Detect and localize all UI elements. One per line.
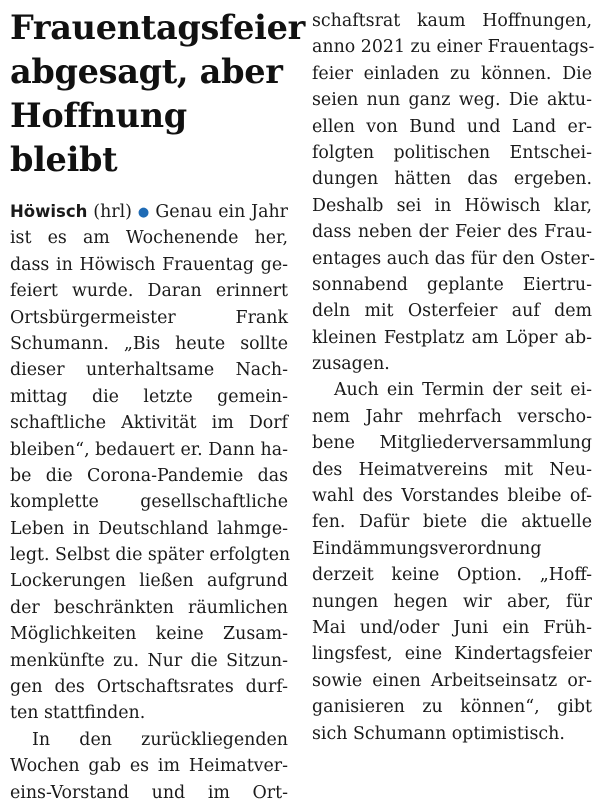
left-paragraph-2 — [10, 727, 288, 806]
text-line: ellen von Bund und Land er- — [312, 116, 592, 137]
dateline: Höwisch — [10, 202, 88, 221]
text-line: Mai und/oder Juni ein Früh- — [312, 617, 592, 638]
text-line: komplette gesellschaftliche — [10, 492, 288, 513]
text-line: anno 2021 zu einer Frauentags- — [312, 37, 595, 58]
text-line: be die Corona-Pandemie das — [10, 465, 288, 486]
text-line: Leben in Deutschland lahmge- — [10, 518, 288, 539]
text-line: nungen hegen wir aber, für — [312, 591, 592, 612]
headline — [10, 6, 305, 182]
text-line: feier einladen zu können. Die — [312, 63, 592, 84]
text-line: dass in Höwisch Frauentag ge- — [10, 254, 288, 275]
text-line: seien nun ganz weg. Die aktu- — [312, 90, 592, 111]
text-line: ist es am Wochenende her, — [10, 228, 288, 249]
right-column — [312, 0, 595, 747]
author-tag: (hrl) — [93, 202, 132, 222]
article-body-right — [312, 8, 595, 747]
headline-line: Frauentagsfeier — [10, 8, 305, 47]
headline-line: abgesagt, aber — [10, 52, 283, 91]
text-line: Wochen gab es im Heimatver- — [10, 756, 288, 777]
text-line: schaftliche Aktivität im Dorf — [10, 413, 288, 434]
text-line: legt. Selbst die später erfolgten — [10, 545, 291, 566]
text-line: dass neben der Feier des Frau- — [312, 222, 592, 243]
text-line: Ortsbürgermeister Frank — [10, 307, 288, 328]
left-paragraph-1 — [10, 225, 291, 726]
text-line: sonnabend geplante Eiertru- — [312, 274, 592, 295]
right-paragraph-2 — [312, 377, 592, 746]
text-line: In den zurückliegenden — [32, 729, 288, 750]
text-line: mittag die letzte gemein- — [10, 386, 288, 407]
text-line: schaftsrat kaum Hoffnungen, — [312, 11, 592, 31]
text-line: feiert wurde. Daran erinnert — [10, 281, 288, 302]
text-line: ganisieren zu können“, gibt — [312, 697, 592, 718]
text-line: bene Mitgliederversammlung — [312, 433, 592, 454]
text-line: Lockerungen ließen aufgrund — [10, 571, 288, 592]
first-line — [10, 199, 288, 225]
bullet-icon: ● — [137, 205, 150, 220]
text-line: Deshalb sei in Höwisch klar, — [312, 195, 592, 216]
text-line: sich Schumann optimistisch. — [312, 723, 565, 744]
text-line: Auch ein Termin der seit ei- — [334, 380, 592, 401]
text-line: bleiben“, bedauert er. Dann ha- — [10, 439, 288, 460]
text-line: eins-Vorstand und im Ort- — [10, 782, 288, 803]
text-line: Eindämmungsverordnung — [312, 538, 542, 559]
text-line: deln mit Osterfeier auf dem — [312, 301, 592, 322]
first-line-text: Genau ein Jahr — [155, 202, 288, 222]
text-line: dieser unterhaltsame Nach- — [10, 360, 288, 381]
headline-line: Hoffnung bleibt — [10, 96, 187, 179]
article-body-left — [10, 199, 291, 806]
text-line: wahl des Vorstandes bleibe of- — [312, 486, 592, 507]
text-line: fen. Dafür biete die aktuelle — [312, 512, 592, 533]
text-line: ten stattfinden. — [10, 703, 146, 724]
text-line: derzeit keine Option. „Hoff- — [312, 565, 592, 586]
left-column — [10, 0, 305, 806]
text-line: folgten politischen Entschei- — [312, 142, 592, 163]
text-line: sowie einen Arbeitseinsatz or- — [312, 670, 592, 691]
text-line: menkünfte zu. Nur die Sitzun- — [10, 650, 288, 671]
text-line: dungen hätten das ergeben. — [312, 169, 592, 190]
text-line: zusagen. — [312, 354, 390, 375]
text-line: lingsfest, eine Kindertagsfeier — [312, 644, 592, 665]
text-line: Möglichkeiten keine Zusam- — [10, 624, 288, 645]
text-line: des Heimatvereins mit Neu- — [312, 459, 592, 480]
right-paragraph-1 — [312, 8, 595, 377]
text-line: Schumann. „Bis heute sollte — [10, 333, 288, 354]
text-line: kleinen Festplatz am Löper ab- — [312, 327, 592, 348]
text-line: der beschränkten räumlichen — [10, 597, 288, 618]
text-line: nem Jahr mehrfach verscho- — [312, 406, 592, 427]
text-line: gen des Ortschaftsrates durf- — [10, 677, 288, 698]
text-line: entages auch das für den Oster- — [312, 248, 595, 269]
